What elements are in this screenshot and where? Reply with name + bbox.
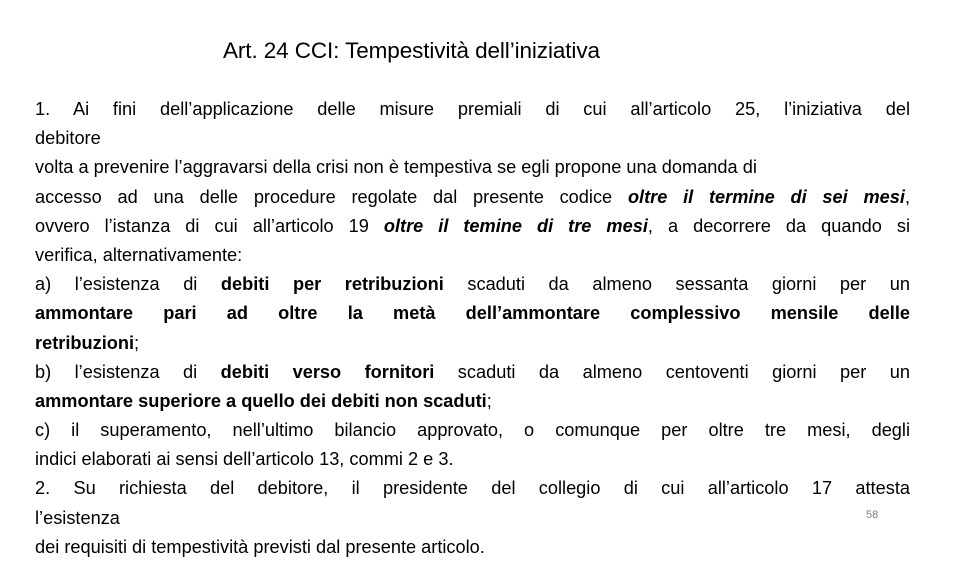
text-line	[35, 270, 910, 299]
text-line	[35, 212, 910, 241]
text-run: debitore	[35, 128, 101, 149]
text-run: a) l’esistenza di	[35, 274, 221, 295]
text-line	[35, 533, 910, 562]
text-line	[35, 504, 910, 533]
text-run: , a decorrere da quando si	[647, 215, 910, 236]
text-run: scaduti da almeno sessanta giorni per un	[443, 274, 910, 295]
slide-title: Art. 24 CCI: Tempestività dell’iniziativa	[223, 38, 600, 63]
text-line	[35, 241, 910, 270]
text-line	[35, 95, 910, 124]
text-run: ,	[904, 186, 910, 207]
page-number: 58	[866, 509, 879, 521]
bold-text: debiti verso fornitori	[220, 361, 435, 382]
text-run: verifica, alternativamente:	[35, 244, 243, 265]
text-run: 1. Ai fini dell’applicazione delle misure premiali di cui all’articolo 25, l’iniziativa del	[35, 99, 910, 119]
text-run: ovvero l’istanza di cui all’articolo 19	[35, 215, 384, 236]
text-run: l’esistenza	[35, 507, 120, 528]
text-run: volta a prevenire l’aggravarsi della crisi non è tempestiva se egli propone una domanda di	[35, 157, 757, 178]
text-run: scaduti da almeno centoventi giorni per un	[434, 361, 911, 382]
emphasis-text: oltre il temine di tre mesi	[383, 215, 648, 236]
text-line	[35, 358, 910, 387]
text-run: indici elaborati ai sensi dell’articolo 13, commi 2 e 3.	[35, 449, 454, 470]
text-line	[35, 329, 910, 358]
text-run: dei requisiti di tempestività previsti dal presente articolo.	[35, 536, 485, 557]
article-text	[35, 95, 910, 562]
text-line	[35, 124, 910, 153]
text-run: c) il superamento, nell’ultimo bilancio approvato, o comunque per oltre tre mesi, degli	[35, 420, 910, 441]
text-run: accesso ad una delle procedure regolate dal presente codice	[35, 186, 628, 207]
text-line	[35, 474, 910, 503]
text-run: 2. Su richiesta del debitore, il presidente del collegio di cui all’articolo 17 attesta	[35, 478, 910, 499]
bold-text: ammontare superiore a quello dei debiti non scaduti	[35, 390, 487, 411]
bold-text: ammontare pari ad oltre la metà dell’ammontare complessivo mensile delle	[35, 303, 910, 324]
text-line	[35, 299, 910, 328]
text-run: b) l’esistenza di	[35, 361, 221, 382]
bold-text: retribuzioni	[35, 332, 135, 353]
text-run: ;	[486, 390, 492, 411]
text-line	[35, 416, 910, 445]
text-line	[35, 183, 910, 212]
text-line	[35, 387, 910, 416]
text-run: ;	[134, 332, 140, 353]
text-line	[35, 445, 910, 474]
bold-text: debiti per retribuzioni	[220, 274, 444, 295]
emphasis-text: oltre il termine di sei mesi	[627, 186, 905, 207]
text-line	[35, 153, 910, 182]
